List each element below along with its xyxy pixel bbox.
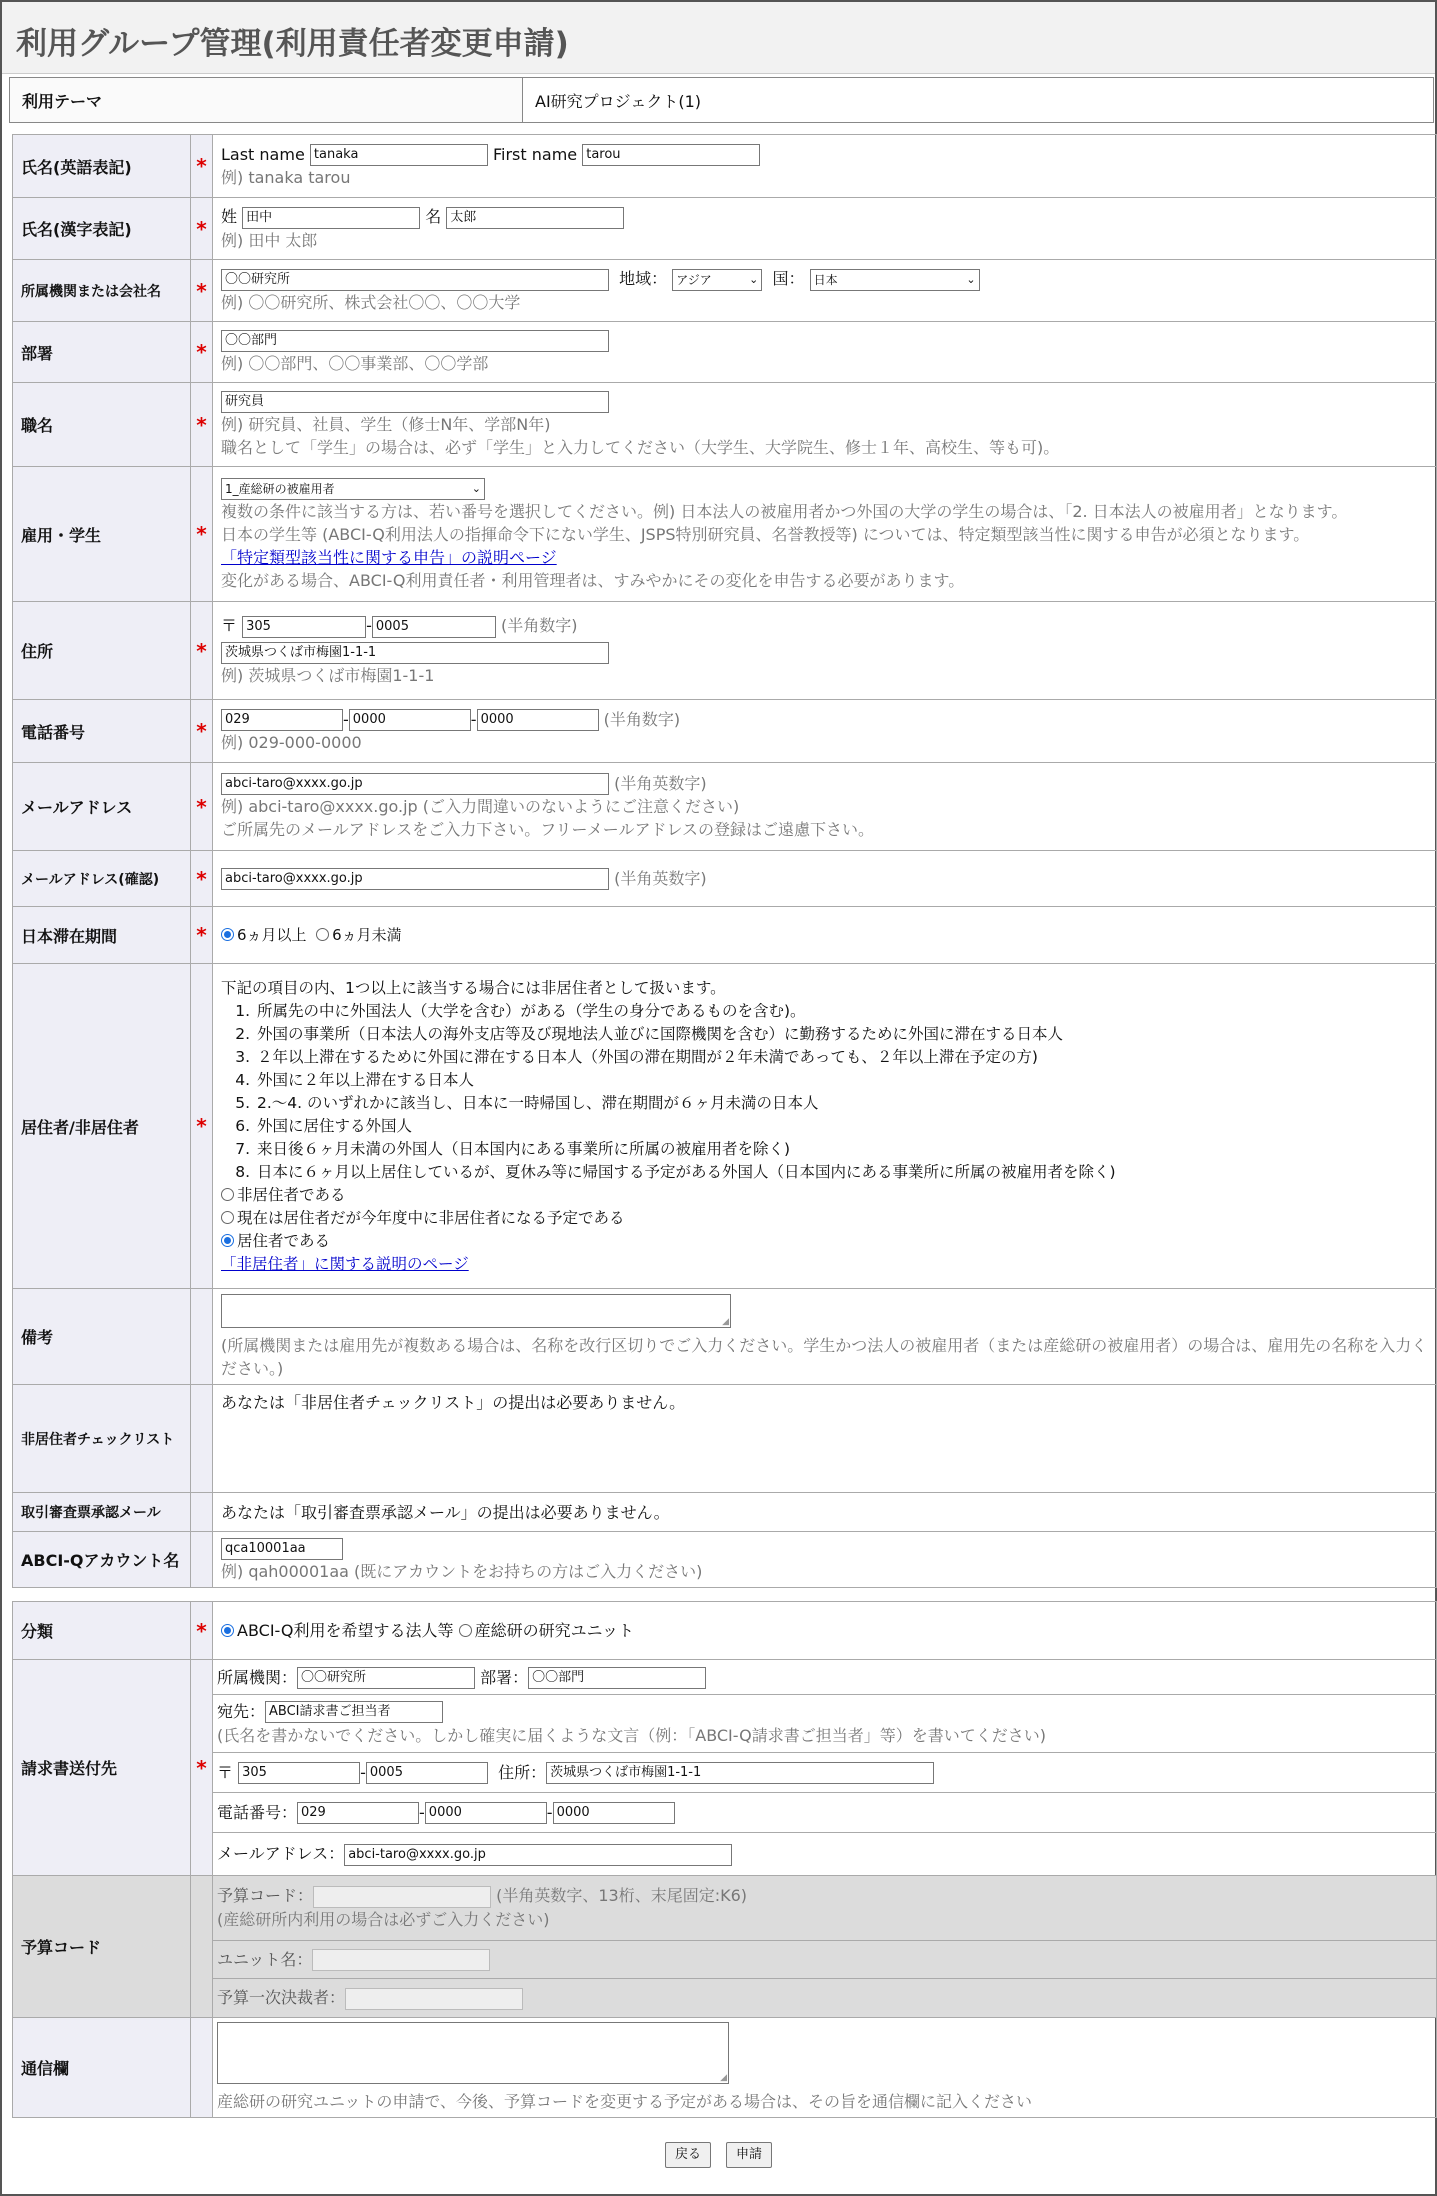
row-email-confirm <box>13 851 1437 907</box>
budget-approver-input <box>345 1988 523 2010</box>
sei-input[interactable]: 田中 <box>242 207 420 229</box>
row-nonres-checklist <box>13 1385 1437 1493</box>
affiliation-label: 所属機関または会社名 <box>13 260 191 322</box>
zip-mark: 〒 <box>221 616 238 636</box>
chevron-down-icon: ⌄ <box>471 481 481 495</box>
name-kanji-example: 例) 田中 太郎 <box>221 230 318 250</box>
row-stay <box>13 907 1437 964</box>
list-item: 6. 外国に居住する外国人 <box>255 1115 1436 1138</box>
row-job-title <box>13 383 1437 467</box>
phone-example: 例) 029-000-0000 <box>221 733 362 753</box>
region-select[interactable] <box>672 269 762 291</box>
row-employment <box>13 467 1437 602</box>
residency-opt1-label: 非居住者である <box>237 1185 346 1204</box>
billing-form <box>12 1601 1437 2118</box>
comm-label: 通信欄 <box>13 2018 191 2118</box>
budget-code-input <box>313 1886 491 1908</box>
required-mark: * <box>191 322 213 383</box>
country-label: 国： <box>772 269 805 289</box>
job-title-note: 職名として「学生」の場合は、必ず「学生」と入力してください（大学生、大学院生、修士１年、高校生、等も可)。 <box>221 438 1060 458</box>
remarks-note: (所属機関または雇用先が複数ある場合は、名称を改行区切りでご入力ください。学生かつ法人の被雇用者（または産総研の被雇用者）の場合は、雇用先の名称を入力ください。) <box>221 1335 1428 1378</box>
row-remarks <box>13 1289 1437 1385</box>
back-button[interactable]: 戻る <box>665 2142 711 2168</box>
applicant-form <box>12 134 1437 1588</box>
row-budget <box>13 1876 1437 2018</box>
required-mark-blank <box>191 2018 213 2118</box>
required-mark-blank <box>191 1289 213 1385</box>
required-mark: * <box>191 602 213 700</box>
required-mark-blank <box>191 1493 213 1532</box>
remarks-label: 備考 <box>13 1289 191 1385</box>
required-mark: * <box>191 467 213 602</box>
account-input[interactable]: qca10001aa <box>221 1538 343 1560</box>
job-title-label: 職名 <box>13 383 191 467</box>
required-mark: * <box>191 700 213 763</box>
row-address <box>13 602 1437 700</box>
budget-code-note: (産総研所内利用の場合は必ずご入力ください) <box>217 1910 550 1930</box>
name-en-example: 例) tanaka tarou <box>221 168 351 188</box>
budget-fields <box>213 1877 1436 2017</box>
employment-note-3: 変化がある場合、ABCI-Q利用責任者・利用管理者は、すみやかにその変化を申告する必要があります。 <box>221 570 965 590</box>
required-mark-blank <box>191 1532 213 1588</box>
row-department <box>13 322 1437 383</box>
required-mark: * <box>191 964 213 1289</box>
employment-note-2: 日本の学生等 (ABCI-Q利用法人の指揮命令下にない学生、JSPS特別研究員、名誉教授等) については、特定類型該当性に関する申告が必須となります。 <box>221 524 1310 544</box>
theme-table <box>9 77 1434 123</box>
budget-label: 予算コード <box>13 1876 191 2018</box>
stay-opt2-label: 6ヵ月未満 <box>332 925 402 944</box>
remarks-textarea[interactable] <box>221 1294 731 1328</box>
list-item: 2. 外国の事業所（日本法人の海外支店等及び現地法人並びに国際機関を含む）に勤務するために外国に滞在する日本人 <box>255 1023 1436 1046</box>
phone-label: 電話番号 <box>13 700 191 763</box>
invoice-to-input[interactable]: ABCI請求書ご担当者 <box>265 1701 443 1723</box>
row-invoice <box>13 1660 1437 1876</box>
dash: - <box>343 709 349 729</box>
row-name-en <box>13 135 1437 198</box>
dash: - <box>419 1802 425 1822</box>
affiliation-example: 例) 〇〇研究所、株式会社〇〇、〇〇大学 <box>221 292 521 312</box>
name-kanji-label: 氏名(漢字表記) <box>13 198 191 260</box>
stay-label: 日本滞在期間 <box>13 907 191 964</box>
comm-textarea[interactable] <box>217 2022 729 2084</box>
invoice-addr-input[interactable]: 茨城県つくば市梅園1-1-1 <box>546 1762 934 1784</box>
required-mark: * <box>191 851 213 907</box>
employment-select[interactable] <box>221 478 485 500</box>
last-name-label: Last name <box>221 144 305 164</box>
zip-hint: (半角数字) <box>500 616 578 636</box>
invoice-org-input[interactable]: 〇〇研究所 <box>297 1667 475 1689</box>
list-item: 8. 日本に６ヶ月以上居住しているが、夏休み等に帰国する予定がある外国人（日本国内にある事業所に所属の被雇用者を除く) <box>255 1161 1436 1184</box>
last-name-input[interactable]: tanaka <box>310 144 488 166</box>
account-example: 例) qah00001aa (既にアカウントをお持ちの方はご入力ください) <box>221 1561 703 1581</box>
invoice-org-label: 所属機関： <box>217 1667 298 1687</box>
row-trade-mail <box>13 1493 1437 1532</box>
email-input[interactable]: abci-taro@xxxx.go.jp <box>221 773 609 795</box>
address-label: 住所 <box>13 602 191 700</box>
phone1-input[interactable]: 029 <box>221 709 343 731</box>
trade-mail-text: あなたは「取引審査票承認メール」の提出は必要ありません。 <box>221 1502 670 1522</box>
chevron-down-icon: ⌄ <box>966 272 976 286</box>
email-note: ご所属先のメールアドレスをご入力下さい。フリーメールアドレスの登録はご遠慮下さい。 <box>221 820 874 840</box>
residency-radio-nonresident[interactable] <box>221 1188 234 1201</box>
stay-radio-6m-under[interactable] <box>316 928 329 941</box>
dash: - <box>546 1802 553 1822</box>
phone2-input[interactable]: 0000 <box>349 709 471 731</box>
action-buttons <box>2 2142 1435 2168</box>
category-opt2-label: 産総研の研究ユニット <box>474 1621 634 1640</box>
invoice-to-label: 宛先： <box>217 1701 266 1721</box>
first-name-label: First name <box>492 144 578 164</box>
nonres-checklist-label: 非居住者チェックリスト <box>13 1385 191 1493</box>
list-item: 5. 2.～4. のいずれかに該当し、日本に一時帰国し、滞在期間が６ヶ月未満の日本人 <box>255 1092 1436 1115</box>
residency-radio-resident[interactable] <box>221 1234 234 1247</box>
required-mark: * <box>191 907 213 964</box>
theme-value: AI研究プロジェクト(1) <box>523 78 1434 123</box>
row-affiliation <box>13 260 1437 322</box>
mei-label: 名 <box>425 207 442 227</box>
phone-hint: (半角数字) <box>603 709 681 729</box>
category-radio-aist-unit[interactable] <box>459 1624 472 1637</box>
first-name-input[interactable]: tarou <box>582 144 760 166</box>
country-select[interactable] <box>810 269 980 291</box>
required-mark: * <box>191 198 213 260</box>
residency-link[interactable]: 「非居住者」に関する説明のページ <box>221 1254 469 1273</box>
email-example: 例) abci-taro@xxxx.go.jp (ご入力間違いのないようにご注意ください) <box>221 797 740 817</box>
invoice-label: 請求書送付先 <box>13 1660 191 1876</box>
residency-opt3-label: 居住者である <box>237 1231 331 1250</box>
invoice-dept-input[interactable]: 〇〇部門 <box>528 1667 706 1689</box>
email-confirm-input[interactable]: abci-taro@xxxx.go.jp <box>221 868 609 890</box>
theme-label: 利用テーマ <box>10 78 523 123</box>
budget-code-hint: (半角英数字、13桁、末尾固定:K6) <box>496 1886 748 1906</box>
stay-radio-6m-over[interactable] <box>221 928 234 941</box>
required-mark: * <box>191 1602 213 1660</box>
department-example: 例) 〇〇部門、〇〇事業部、〇〇学部 <box>221 354 489 374</box>
account-label: ABCI-Qアカウント名 <box>13 1532 191 1588</box>
submit-button[interactable]: 申請 <box>726 2142 772 2168</box>
invoice-mail-label: メールアドレス： <box>217 1844 345 1863</box>
phone3-input[interactable]: 0000 <box>477 709 599 731</box>
email-hint: (半角英数字) <box>614 773 707 793</box>
resize-grip-icon: ◢ <box>720 2073 727 2083</box>
country-select-value: 日本 <box>813 272 838 287</box>
employment-select-value: 1_産総研の被雇用者 <box>225 481 335 496</box>
invoice-dept-label: 部署： <box>480 1667 529 1687</box>
invoice-phone-label: 電話番号： <box>217 1802 298 1822</box>
list-item: 3. ２年以上滞在するために外国に滞在する日本人（外国の滞在期間が２年未満であっても、２年以上滞在予定の方) <box>255 1046 1436 1069</box>
category-opt1-label: ABCI-Q利用を希望する法人等 <box>237 1621 454 1640</box>
residency-opt2-label: 現在は居住者だが今年度中に非居住者になる予定である <box>237 1208 625 1227</box>
category-label: 分類 <box>13 1602 191 1660</box>
residency-label: 居住者/非居住者 <box>13 964 191 1289</box>
row-comm <box>13 2018 1437 2118</box>
job-title-example: 例) 研究員、社員、学生（修士N年、学部N年) <box>221 415 551 435</box>
required-mark: * <box>191 383 213 467</box>
row-account <box>13 1532 1437 1588</box>
sei-label: 姓 <box>221 207 238 227</box>
row-category <box>13 1602 1437 1660</box>
row-residency <box>13 964 1437 1289</box>
trade-mail-label: 取引審査票承認メール <box>13 1493 191 1532</box>
job-title-input[interactable]: 研究員 <box>221 391 609 413</box>
zip1-input[interactable]: 305 <box>242 616 366 638</box>
budget-code-label: 予算コード： <box>217 1886 314 1906</box>
category-radio-corporation[interactable] <box>221 1624 234 1637</box>
chevron-down-icon: ⌄ <box>749 272 759 286</box>
budget-approver-label: 予算一次決裁者： <box>217 1988 346 2007</box>
required-mark-blank <box>191 1876 213 2018</box>
address-input[interactable]: 茨城県つくば市梅園1-1-1 <box>221 642 609 664</box>
list-item: 1. 所属先の中に外国法人（大学を含む）がある（学生の身分であるものを含む)。 <box>255 1000 1436 1023</box>
residency-criteria-list <box>221 1000 1436 1184</box>
residency-intro: 下記の項目の内、1つ以上に該当する場合には非居住者として扱います。 <box>221 978 726 997</box>
row-phone <box>13 700 1437 763</box>
employment-link[interactable]: 「特定類型該当性に関する申告」の説明ページ <box>221 547 557 567</box>
required-mark: * <box>191 763 213 851</box>
budget-unit-label: ユニット名： <box>217 1949 313 1969</box>
department-input[interactable]: 〇〇部門 <box>221 330 609 352</box>
employment-label: 雇用・学生 <box>13 467 191 602</box>
invoice-zip2-input[interactable]: 0005 <box>366 1762 488 1784</box>
residency-radio-future-nonresident[interactable] <box>221 1211 234 1224</box>
resize-grip-icon: ◢ <box>722 1316 729 1327</box>
row-email <box>13 763 1437 851</box>
invoice-phone2-input[interactable]: 0000 <box>425 1802 547 1824</box>
list-item: 4. 外国に２年以上滞在する日本人 <box>255 1069 1436 1092</box>
list-item: 7. 来日後６ヶ月未満の外国人（日本国内にある事業所に所属の被雇用者を除く) <box>255 1138 1436 1161</box>
affiliation-input[interactable]: 〇〇研究所 <box>221 269 609 291</box>
comm-note: 産総研の研究ユニットの申請で、今後、予算コードを変更する予定がある場合は、その旨を通信欄に記入ください <box>217 2092 1033 2111</box>
page-title: 利用グループ管理(利用責任者変更申請) <box>2 2 1435 74</box>
invoice-zip1-input[interactable]: 305 <box>238 1762 360 1784</box>
mei-input[interactable]: 太郎 <box>446 207 624 229</box>
stay-opt1-label: 6ヵ月以上 <box>237 925 307 944</box>
email-confirm-label: メールアドレス(確認) <box>13 851 191 907</box>
employment-note-1: 複数の条件に該当する方は、若い番号を選択してください。例) 日本法人の被雇用者かつ外国の大学の学生の場合は、「2. 日本法人の被雇用者」となります。 <box>221 501 1348 521</box>
invoice-phone1-input[interactable]: 029 <box>297 1802 419 1824</box>
address-example: 例) 茨城県つくば市梅園1-1-1 <box>221 665 435 685</box>
invoice-addr-label: 住所： <box>498 1762 547 1782</box>
email-label: メールアドレス <box>13 763 191 851</box>
required-mark: * <box>191 135 213 198</box>
invoice-fields <box>213 1661 1436 1875</box>
zip2-input[interactable]: 0005 <box>372 616 496 638</box>
required-mark-blank <box>191 1385 213 1493</box>
dash: - <box>470 709 477 729</box>
region-label: 地域： <box>619 269 668 289</box>
department-label: 部署 <box>13 322 191 383</box>
budget-unit-input <box>312 1949 490 1971</box>
required-mark: * <box>191 1660 213 1876</box>
required-mark: * <box>191 260 213 322</box>
region-select-value: アジア <box>676 272 712 287</box>
invoice-to-note: (氏名を書かないでください。しかし確実に届くような文言（例：「ABCI-Q請求書ご担当者」等）を書いてください) <box>217 1725 1046 1745</box>
invoice-mail-input[interactable]: abci-taro@xxxx.go.jp <box>344 1844 732 1866</box>
invoice-phone3-input[interactable]: 0000 <box>553 1802 675 1824</box>
dash: - <box>366 616 372 636</box>
email-confirm-hint: (半角英数字) <box>614 868 707 888</box>
invoice-zip-mark: 〒 <box>217 1762 234 1782</box>
name-en-label: 氏名(英語表記) <box>13 135 191 198</box>
dash: - <box>360 1762 366 1782</box>
nonres-checklist-text: あなたは「非居住者チェックリスト」の提出は必要ありません。 <box>221 1393 686 1412</box>
row-name-kanji <box>13 198 1437 260</box>
